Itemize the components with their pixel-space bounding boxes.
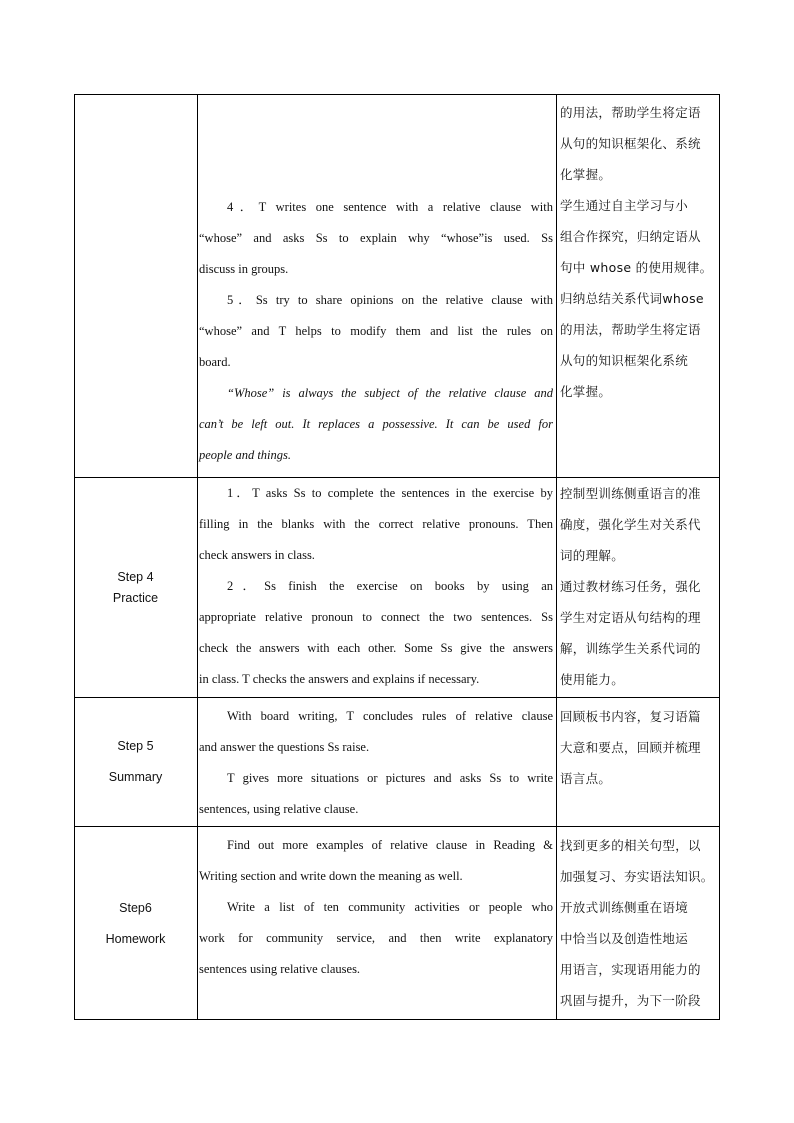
step-title: Summary	[108, 770, 163, 784]
step-label: Step6	[119, 900, 152, 915]
purpose-cell	[557, 701, 719, 826]
activity-line: 2．Ss finish the exercise on books by using an	[227, 579, 553, 593]
purpose-line: 通过教材练习任务，强化	[560, 579, 701, 594]
activity-paragraph	[199, 830, 553, 892]
activity-line: Find out more examples of relative clause in Reading &	[227, 838, 553, 852]
purpose-line: 从句的知识框架化、系统	[560, 136, 701, 151]
step-cell	[74, 478, 197, 697]
step-label: Step 5	[117, 739, 154, 753]
activity-line: “Whose” is always the subject of the relative clause and	[227, 386, 553, 400]
purpose-line: 解，训练学生关系代词的	[560, 641, 701, 656]
purpose-line: 化掌握。	[560, 167, 612, 182]
purpose-line: 从句的知识框架化系统	[560, 353, 689, 368]
activity-paragraph	[199, 192, 553, 285]
step-title: Homework	[105, 931, 166, 946]
step-cell	[74, 827, 197, 1020]
activity-paragraph	[199, 763, 553, 825]
activity-paragraph	[199, 892, 553, 985]
purpose-cell	[557, 830, 719, 1020]
activity-line: With board writing, T concludes rules of relative clause	[227, 709, 553, 723]
purpose-cell	[557, 478, 719, 697]
purpose-line: 化掌握。	[560, 384, 612, 399]
activity-line: board.	[199, 355, 231, 369]
purpose-line: 语言点。	[560, 771, 612, 786]
purpose-line: 学生通过自主学习与小	[560, 198, 689, 213]
activity-line: 5．Ss try to share opinions on the relative clause with	[227, 293, 553, 307]
purpose-line: 大意和要点，回顾并梳理	[560, 740, 701, 755]
activity-line: T gives more situations or pictures and asks Ss to write	[227, 771, 553, 785]
purpose-line: 学生对定语从句结构的理	[560, 610, 701, 625]
purpose-cell	[557, 97, 719, 477]
purpose-line: 开放式训练侧重在语境	[560, 900, 689, 915]
activity-line: 4．T writes one sentence with a relative clause with	[227, 200, 553, 214]
purpose-line: 句中 whose 的使用规律。	[560, 260, 713, 275]
activity-line: people and things.	[199, 448, 292, 462]
activity-paragraph	[199, 378, 553, 471]
purpose-line: 的用法，帮助学生将定语	[560, 105, 701, 120]
activity-cell	[198, 478, 556, 697]
activity-line: can’t be left out. It replaces a possessive. It can be used for	[199, 417, 553, 431]
activity-line: discuss in groups.	[199, 262, 289, 276]
activity-line: Writing section and write down the meaning as well.	[199, 869, 463, 883]
purpose-line: 加强复习、夯实语法知识。	[560, 869, 714, 884]
step-cell	[74, 698, 197, 826]
purpose-line: 词的理解。	[560, 548, 625, 563]
activity-cell	[198, 830, 556, 1020]
activity-line: sentences, using relative clause.	[199, 802, 359, 816]
activity-line: appropriate relative pronoun to connect the two sentences. Ss	[199, 610, 553, 624]
lesson-plan-table	[74, 94, 720, 1020]
step-cell	[74, 94, 197, 477]
activity-paragraph	[199, 478, 553, 571]
activity-paragraph	[199, 285, 553, 378]
activity-line: 1．T asks Ss to complete the sentences in the exercise by	[227, 486, 553, 500]
purpose-line: 的用法，帮助学生将定语	[560, 322, 701, 337]
activity-line: “whose” and T helps to modify them and list the rules on	[199, 324, 553, 338]
purpose-line: 找到更多的相关句型，以	[560, 838, 701, 853]
step-title: Practice	[112, 590, 159, 605]
purpose-line: 中恰当以及创造性地运	[560, 931, 689, 946]
activity-line: check answers in class.	[199, 548, 315, 562]
purpose-line: 确度，强化学生对关系代	[560, 517, 701, 532]
activity-line: check the answers with each other. Some Ss give the answers	[199, 641, 553, 655]
activity-line: sentences using relative clauses.	[199, 962, 361, 976]
purpose-line: 使用能力。	[560, 672, 625, 687]
purpose-line: 巩固与提升，为下一阶段	[560, 993, 701, 1008]
activity-line: work for community service, and then write explanatory	[199, 931, 553, 945]
activity-line: “whose” and asks Ss to explain why “whose”is used. Ss	[199, 231, 553, 245]
purpose-line: 控制型训练侧重语言的准	[560, 486, 701, 501]
purpose-line: 组合作探究，归纳定语从	[560, 229, 701, 244]
activity-line: Write a list of ten community activities or people who	[227, 900, 553, 914]
purpose-line: 归纳总结关系代词whose	[560, 291, 704, 306]
activity-line: and answer the questions Ss raise.	[199, 740, 370, 754]
step-label: Step 4	[117, 569, 154, 584]
activity-line: filling in the blanks with the correct relative pronouns. Then	[199, 517, 553, 531]
purpose-line: 回顾板书内容，复习语篇	[560, 709, 701, 724]
activity-cell	[198, 701, 556, 826]
purpose-line: 用语言，实现语用能力的	[560, 962, 701, 977]
activity-paragraph	[199, 701, 553, 763]
activity-cell	[198, 192, 556, 477]
activity-paragraph	[199, 571, 553, 695]
activity-line: in class. T checks the answers and explains if necessary.	[199, 672, 480, 686]
